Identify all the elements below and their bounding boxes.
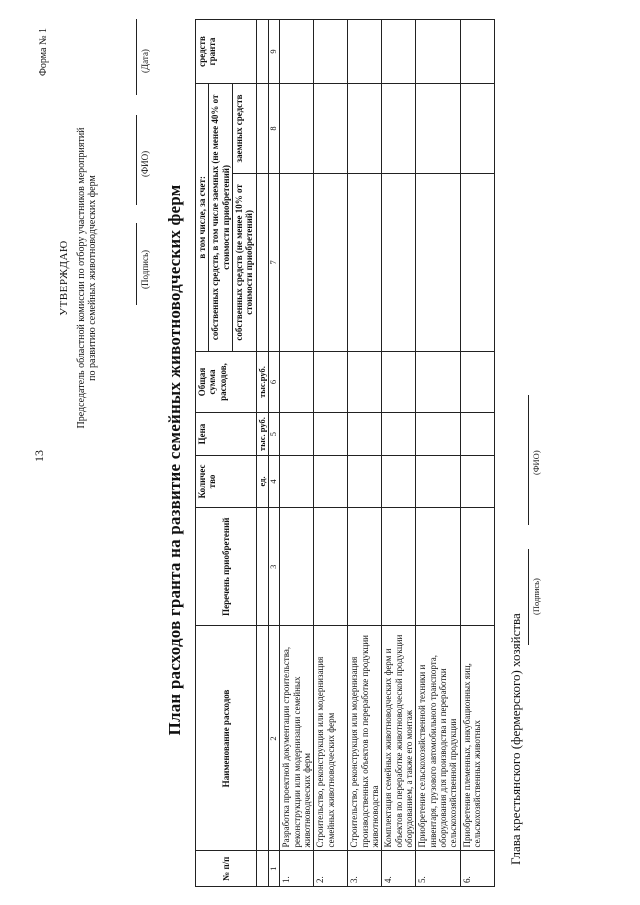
table-row bbox=[348, 20, 382, 887]
page-number: 13 bbox=[32, 450, 46, 462]
cell-total[interactable] bbox=[416, 351, 460, 413]
col-number: 8 bbox=[269, 84, 280, 174]
units-row bbox=[256, 20, 269, 887]
cell-grant[interactable] bbox=[382, 20, 416, 84]
footer-name-caption: (ФИО) bbox=[531, 450, 541, 475]
unit-empty bbox=[256, 508, 269, 626]
row-num: 1. bbox=[280, 851, 314, 887]
cell-qty[interactable] bbox=[280, 455, 314, 507]
cell-loan[interactable] bbox=[382, 84, 416, 174]
cell-grant[interactable] bbox=[416, 20, 460, 84]
cell-own[interactable] bbox=[280, 174, 314, 352]
signature-line[interactable] bbox=[136, 223, 137, 305]
cell-qty[interactable] bbox=[314, 455, 348, 507]
header-incl: в том числе, за счет: bbox=[196, 84, 209, 352]
cell-list[interactable] bbox=[460, 508, 494, 626]
unit-empty bbox=[256, 20, 269, 84]
cell-own[interactable] bbox=[460, 174, 494, 352]
cell-loan[interactable] bbox=[314, 84, 348, 174]
header-own-group: собственных средств, в том числе заемных (не менее 40% от стоимости приобретений) bbox=[209, 84, 233, 352]
cell-own[interactable] bbox=[348, 174, 382, 352]
col-number: 1 bbox=[269, 851, 280, 887]
unit-total: тыс.руб. bbox=[256, 351, 269, 413]
footer-signature-line[interactable] bbox=[528, 549, 529, 645]
col-number: 6 bbox=[269, 351, 280, 413]
cell-qty[interactable] bbox=[460, 455, 494, 507]
table-row bbox=[314, 20, 348, 887]
plan-title: План расходов гранта на развитие семейных животноводческих ферм bbox=[165, 184, 184, 736]
col-number: 2 bbox=[269, 626, 280, 851]
cell-price[interactable] bbox=[416, 413, 460, 456]
unit-qty: ед. bbox=[256, 455, 269, 507]
cell-total[interactable] bbox=[460, 351, 494, 413]
cell-list[interactable] bbox=[280, 508, 314, 626]
cell-own[interactable] bbox=[314, 174, 348, 352]
column-numbers-row bbox=[269, 20, 280, 887]
col-number: 9 bbox=[269, 20, 280, 84]
cell-loan[interactable] bbox=[348, 84, 382, 174]
approval-signature-row bbox=[128, 15, 168, 305]
cell-grant[interactable] bbox=[280, 20, 314, 84]
footer-signature-caption: (Подпись) bbox=[531, 578, 541, 615]
col-number: 3 bbox=[269, 508, 280, 626]
approval-title: УТВЕРЖДАЮ bbox=[58, 240, 70, 316]
cell-loan[interactable] bbox=[416, 84, 460, 174]
cell-total[interactable] bbox=[314, 351, 348, 413]
form-label: Форма № 1 bbox=[38, 28, 49, 76]
farm-head-label: Глава крестьянского (фермерского) хозяйства bbox=[508, 613, 523, 865]
approval-line-1: Председатель областной комиссии по отбору участников мероприятий bbox=[76, 127, 87, 429]
header-num: № п/п bbox=[196, 851, 257, 887]
cell-qty[interactable] bbox=[416, 455, 460, 507]
unit-empty bbox=[256, 84, 269, 174]
cell-own[interactable] bbox=[382, 174, 416, 352]
header-price: Цена bbox=[196, 413, 257, 456]
table-row bbox=[460, 20, 494, 887]
unit-empty bbox=[256, 851, 269, 887]
header-grant: средств гранта bbox=[196, 20, 257, 84]
row-name: Разработка проектной документации строительства, реконструкции или модернизации семейных животноводческих ферм bbox=[280, 626, 314, 851]
row-name: Приобретение племенных, инкубационных яиц, сельскохозяйственных животных bbox=[460, 626, 494, 851]
header-name: Наименование расходов bbox=[196, 626, 257, 851]
cell-total[interactable] bbox=[280, 351, 314, 413]
header-qty: Количес тво bbox=[196, 455, 257, 507]
unit-price: тыс. руб. bbox=[256, 413, 269, 456]
row-num: 4. bbox=[382, 851, 416, 887]
name-caption: (ФИО) bbox=[140, 150, 150, 177]
cell-price[interactable] bbox=[460, 413, 494, 456]
cell-loan[interactable] bbox=[460, 84, 494, 174]
date-caption: (Дата) bbox=[140, 49, 150, 73]
header-own: собственных средств (не менее 10% от стоимости приобретений) bbox=[233, 174, 257, 352]
cell-list[interactable] bbox=[348, 508, 382, 626]
cell-grant[interactable] bbox=[314, 20, 348, 84]
header-loan: заемных средств bbox=[233, 84, 257, 174]
row-name: Строительство, реконструкция или модернизация производственных объектов по переработке продукции животноводства bbox=[348, 626, 382, 851]
cell-list[interactable] bbox=[314, 508, 348, 626]
approval-line-2: по развитию семейных животноводческих ферм bbox=[87, 175, 98, 381]
table-row bbox=[416, 20, 460, 887]
row-name: Строительство, реконструкция или модернизация семейных животноводческих ферм bbox=[314, 626, 348, 851]
cell-grant[interactable] bbox=[460, 20, 494, 84]
col-number: 7 bbox=[269, 174, 280, 352]
cell-price[interactable] bbox=[280, 413, 314, 456]
cell-price[interactable] bbox=[382, 413, 416, 456]
row-name: Приобретение сельскохозяйственной техники и инвентаря, грузового автомобильного транспорта, оборудования для производства и переработки сельскохозяйственной продукции bbox=[416, 626, 460, 851]
table-row bbox=[382, 20, 416, 887]
row-name: Комплектация семейных животноводческих ферм и объектов по переработке животноводческой продукции оборудованием, а также его монтаж bbox=[382, 626, 416, 851]
name-line[interactable] bbox=[136, 115, 137, 205]
table-row bbox=[280, 20, 314, 887]
signature-caption: (Подпись) bbox=[140, 249, 150, 289]
col-number: 5 bbox=[269, 413, 280, 456]
unit-empty bbox=[256, 626, 269, 851]
col-number: 4 bbox=[269, 455, 280, 507]
cell-qty[interactable] bbox=[382, 455, 416, 507]
unit-empty bbox=[256, 174, 269, 352]
footer-signature-row bbox=[528, 305, 558, 645]
row-num: 3. bbox=[348, 851, 382, 887]
cell-price[interactable] bbox=[314, 413, 348, 456]
cell-total[interactable] bbox=[382, 351, 416, 413]
header-list: Перечень приобретений bbox=[196, 508, 257, 626]
cell-total[interactable] bbox=[348, 351, 382, 413]
cell-loan[interactable] bbox=[280, 84, 314, 174]
header-total: Общая сумма расходов, bbox=[196, 351, 257, 413]
row-num: 5. bbox=[416, 851, 460, 887]
footer-name-line[interactable] bbox=[528, 395, 529, 525]
expense-plan-table bbox=[195, 19, 495, 887]
row-num: 6. bbox=[460, 851, 494, 887]
header-row-1 bbox=[196, 20, 209, 887]
cell-price[interactable] bbox=[348, 413, 382, 456]
cell-list[interactable] bbox=[382, 508, 416, 626]
approval-block bbox=[58, 43, 98, 513]
cell-own[interactable] bbox=[416, 174, 460, 352]
cell-list[interactable] bbox=[416, 508, 460, 626]
row-num: 2. bbox=[314, 851, 348, 887]
cell-grant[interactable] bbox=[348, 20, 382, 84]
cell-qty[interactable] bbox=[348, 455, 382, 507]
date-line[interactable] bbox=[136, 19, 137, 95]
